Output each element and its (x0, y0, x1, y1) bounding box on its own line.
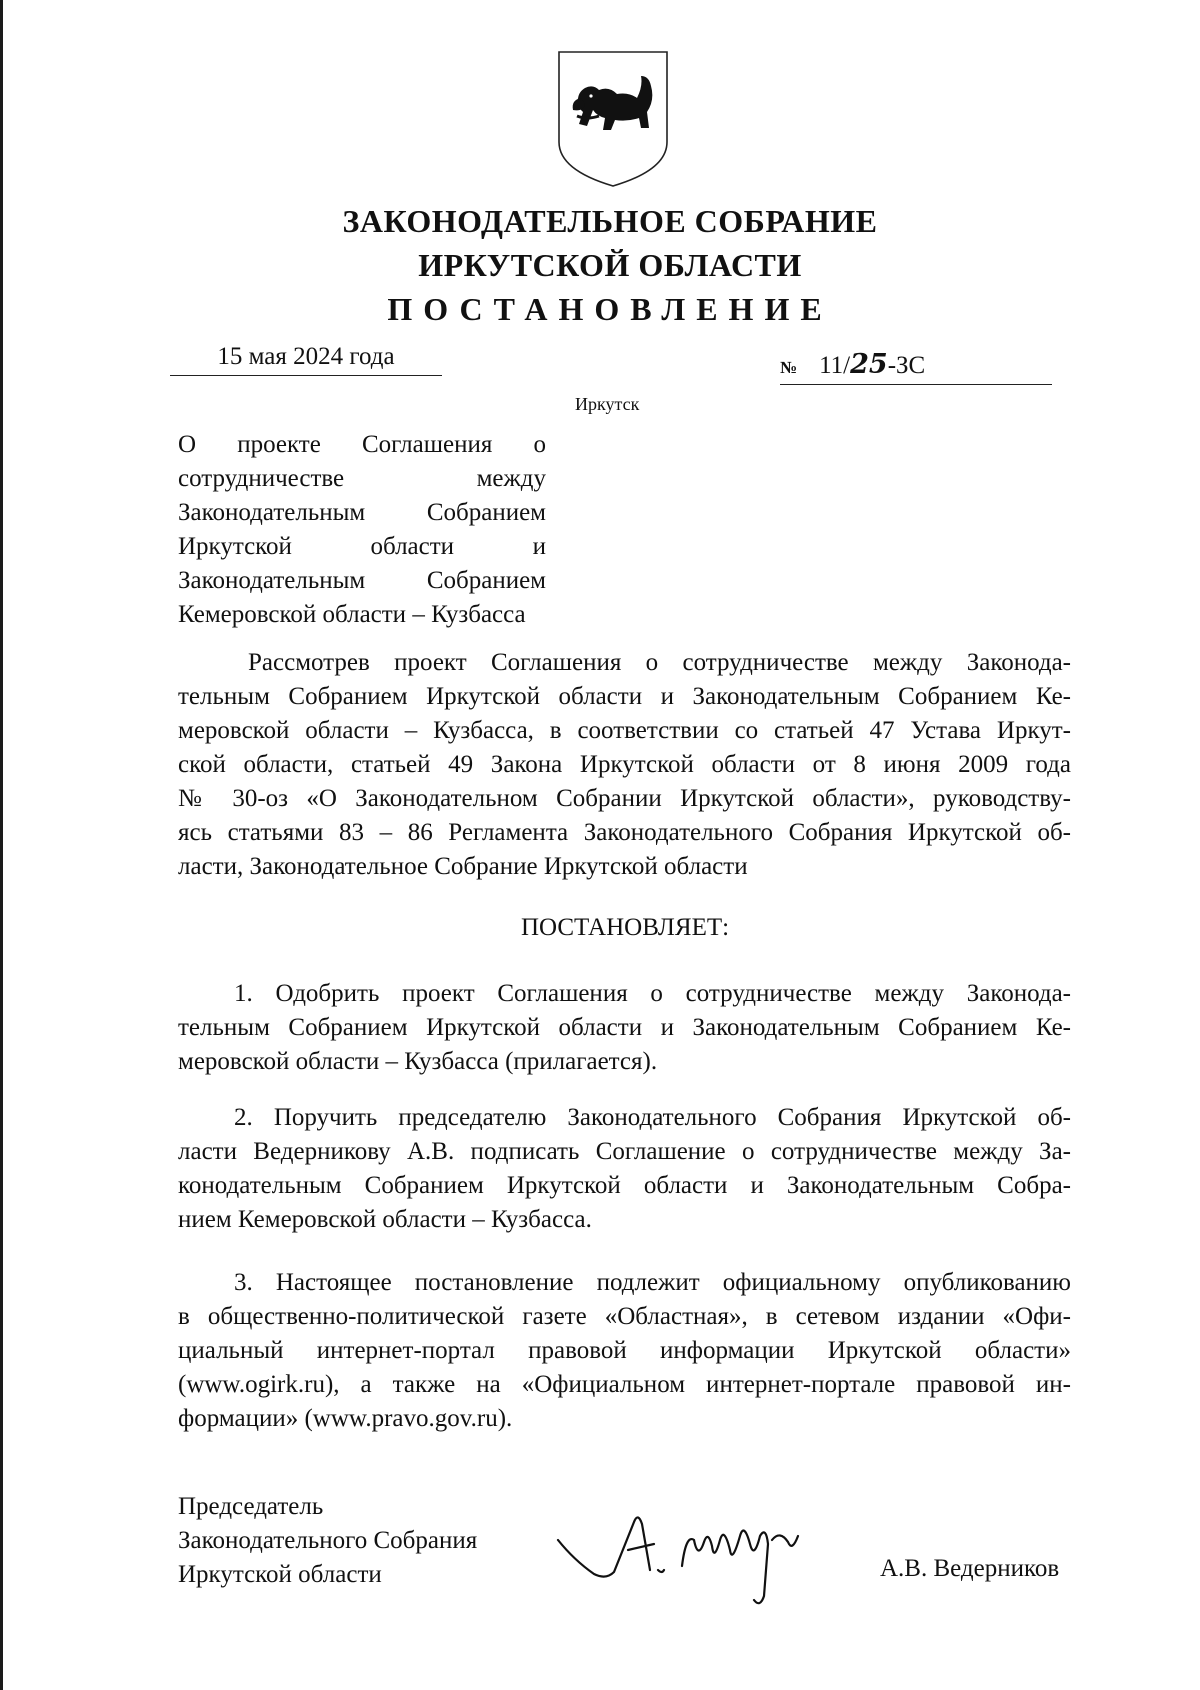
preamble-line: ской области, статьей 49 Закона Иркутской области от 8 июня 2009 года (178, 751, 1071, 778)
item-3-line: в общественно-политической газете «Областная», в сетевом издании «Офи- (178, 1303, 1071, 1330)
preamble-line: ясь статьями 83 – 86 Регламента Законодательного Собрания Иркутской об- (178, 819, 1071, 846)
signatory-position: Председатель (178, 1493, 324, 1520)
decree-word: ПОСТАНОВЛЯЕТ: (520, 914, 730, 941)
org-name-line2: ИРКУТСКОЙ ОБЛАСТИ (418, 247, 802, 283)
item-3-line: формации» (www.pravo.gov.ru). (178, 1405, 513, 1432)
preamble-line: Рассмотрев проект Соглашения о сотрудничестве между Законода- (248, 649, 1071, 676)
coat-of-arms-icon (553, 46, 673, 190)
item-1-line: тельным Собранием Иркутской области и Законодательным Собранием Ке- (178, 1014, 1071, 1041)
item-2-line: ласти Ведерникову А.В. подписать Соглашение о сотрудничестве между За- (178, 1138, 1071, 1165)
item-3-line: циальный интернет-портал правовой информации Иркутской области» (178, 1337, 1071, 1364)
item-1-line: 1. Одобрить проект Соглашения о сотрудничестве между Законода- (234, 980, 1071, 1007)
preamble-line: меровской области – Кузбасса, в соответствии со статьей 47 Устава Иркут- (178, 717, 1071, 744)
document-city: Иркутск (575, 394, 640, 414)
preamble-line: № 30-оз «О Законодательном Собрании Иркутской области», руководству- (178, 785, 1071, 812)
org-name-line1: ЗАКОНОДАТЕЛЬНОЕ СОБРАНИЕ (342, 203, 878, 239)
item-2-line: конодательным Собранием Иркутской области и Законодательным Собра- (178, 1172, 1071, 1199)
number-prefix: 11/ (819, 352, 851, 379)
preamble-line: ласти, Законодательное Собрание Иркутской области (178, 853, 748, 880)
number-suffix: -ЗС (887, 352, 926, 379)
item-2-line: 2. Поручить председателю Законодательного Собрания Иркутской об- (234, 1104, 1071, 1131)
item-3-line: 3. Настоящее постановление подлежит официальному опубликованию (234, 1269, 1071, 1296)
document-type: ПОСТАНОВЛЕНИЕ (387, 291, 833, 327)
preamble-line: тельным Собранием Иркутской области и Законодательным Собранием Ке- (178, 683, 1071, 710)
item-3-line: (www.ogirk.ru), а также на «Официальном интернет-портале правовой ин- (178, 1371, 1071, 1398)
handwritten-signature (554, 1500, 854, 1610)
signatory-name: А.В. Ведерников (880, 1555, 1060, 1582)
number-sign: № (780, 358, 798, 377)
item-2-line: нием Кемеровской области – Кузбасса. (178, 1206, 592, 1233)
item-1-line: меровской области – Кузбасса (прилагается). (178, 1048, 658, 1075)
document-date: 15 мая 2024 года (170, 343, 442, 376)
document-subject: О проекте Соглашения о сотрудничестве между Законодательным Собранием Иркутской области и Законодательным Собранием Кемеровской области – Кузбасса (178, 431, 546, 628)
number-handwritten: 25 (850, 349, 888, 380)
signatory-position: Законодательного Собрания (178, 1527, 478, 1554)
signatory-position: Иркутской области (178, 1561, 382, 1588)
document-number (780, 349, 1052, 385)
